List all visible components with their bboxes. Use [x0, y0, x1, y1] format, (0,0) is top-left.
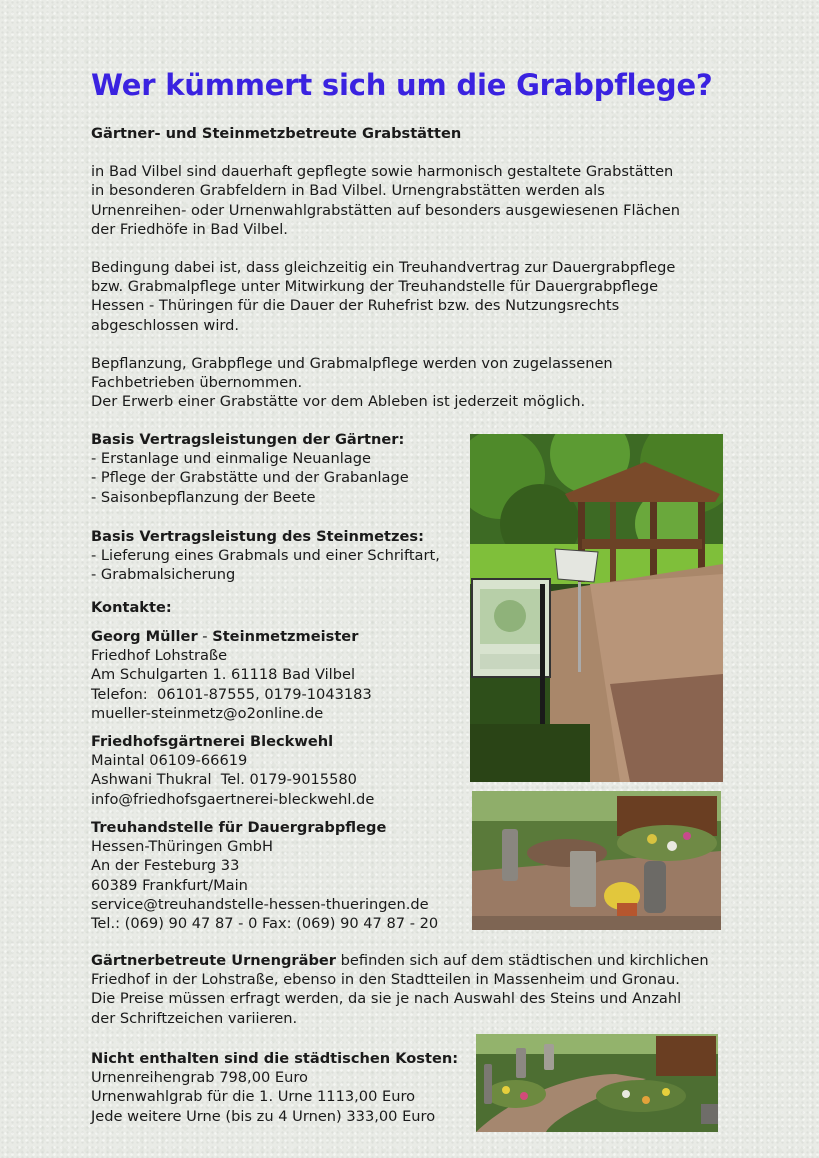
contact-phone: Telefon: 06101-87555, 0179-1043183 — [91, 685, 372, 703]
list-item: - Lieferung eines Grabmals und einer Schriftart, — [91, 547, 440, 565]
page-title: Wer kümmert sich um die Grabpflege? — [91, 68, 713, 102]
urnen-line: Die Preise müssen erfragt werden, da sie je nach Auswahl des Steins und Anzahl — [91, 990, 682, 1008]
contact-name: Treuhandstelle für Dauergrabpflege — [91, 819, 387, 836]
list-item: - Pflege der Grabstätte und der Grabanlage — [91, 469, 409, 487]
intro-line: Fachbetrieben übernommen. — [91, 374, 303, 392]
contact-mueller — [91, 627, 461, 723]
contact-email: info@friedhofsgaertnerei-bleckwehl.de — [91, 790, 375, 808]
intro-paragraph-2 — [91, 258, 731, 335]
urnen-first-line — [91, 951, 741, 970]
intro-paragraph-1 — [91, 162, 731, 239]
intro-paragraph-3 — [91, 354, 731, 412]
urnen-line: Friedhof in der Lohstraße, ebenso in den Stadtteilen in Massenheim und Gronau. — [91, 971, 680, 989]
contact-bleckwehl — [91, 732, 461, 809]
contact-name: Friedhofsgärtnerei Bleckwehl — [91, 733, 334, 750]
intro-line: in besonderen Grabfeldern in Bad Vilbel. Urnengrabstätten werden als — [91, 182, 605, 200]
intro-line: Hessen - Thüringen für die Dauer der Ruhefrist bzw. des Nutzungsrechts — [91, 297, 620, 315]
contact-line: Am Schulgarten 1. 61118 Bad Vilbel — [91, 666, 356, 684]
kosten-heading: Nicht enthalten sind die städtischen Kosten: — [91, 1050, 459, 1067]
price-line: Urnenreihengrab 798,00 Euro — [91, 1069, 308, 1087]
kosten-section — [91, 1049, 471, 1126]
intro-heading: Gärtner- und Steinmetzbetreute Grabstätten — [91, 125, 462, 142]
contact-phone: Tel.: (069) 90 47 87 - 0 Fax: (069) 90 47 87 - 20 — [91, 915, 439, 933]
contact-role: Steinmetzmeister — [212, 628, 359, 645]
steinmetz-heading: Basis Vertragsleistung des Steinmetzes: — [91, 528, 424, 545]
pavilion-photo — [470, 434, 723, 782]
contact-name: Georg Müller — [91, 628, 198, 645]
steinmetz-services — [91, 527, 461, 585]
list-item: - Saisonbepflanzung der Beete — [91, 488, 316, 506]
contact-line: An der Festeburg 33 — [91, 857, 240, 875]
list-item: - Erstanlage und einmalige Neuanlage — [91, 450, 371, 468]
contact-phone: Maintal 06109-66619 — [91, 752, 248, 770]
contact-line: Hessen-Thüringen GmbH — [91, 838, 273, 856]
intro-line: der Friedhöfe in Bad Vilbel. — [91, 220, 288, 238]
intro-line: bzw. Grabmalpflege unter Mitwirkung der Treuhandstelle für Dauergrabpflege — [91, 278, 659, 296]
urnen-section — [91, 951, 741, 1028]
price-line: Urnenwahlgrab für die 1. Urne 1113,00 Euro — [91, 1088, 416, 1106]
contact-name-line — [91, 627, 461, 646]
intro-line: Urnenreihen- oder Urnenwahlgrabstätten auf besonders ausgewiesenen Flächen — [91, 201, 681, 219]
urn-field-photo — [476, 1034, 718, 1132]
urnen-bold: Gärtnerbetreute Urnengräber — [91, 952, 337, 969]
intro-section — [91, 124, 731, 411]
intro-line: Der Erwerb einer Grabstätte vor dem Ableben ist jederzeit möglich. — [91, 393, 586, 411]
intro-line: Bepflanzung, Grabpflege und Grabmalpflege werden von zugelassenen — [91, 354, 613, 372]
intro-line: in Bad Vilbel sind dauerhaft gepflegte sowie harmonisch gestaltete Grabstätten — [91, 163, 674, 181]
contact-treuhand — [91, 818, 471, 933]
kontakte-heading: Kontakte: — [91, 599, 172, 616]
gaertner-services — [91, 430, 461, 507]
kontakte-heading-block — [91, 598, 172, 617]
price-line: Jede weitere Urne (bis zu 4 Urnen) 333,00 Euro — [91, 1107, 436, 1125]
contact-line: 60389 Frankfurt/Main — [91, 876, 248, 894]
contact-email: mueller-steinmetz@o2online.de — [91, 704, 324, 722]
intro-line: Bedingung dabei ist, dass gleichzeitig ein Treuhandvertrag zur Dauergrabpflege — [91, 259, 676, 277]
contact-name-separator: - — [197, 628, 213, 645]
list-item: - Grabmalsicherung — [91, 566, 236, 584]
contact-email: service@treuhandstelle-hessen-thueringen.de — [91, 895, 429, 913]
gaertner-heading: Basis Vertragsleistungen der Gärtner: — [91, 431, 405, 448]
grave-stones-photo — [472, 791, 721, 930]
urnen-line: der Schriftzeichen variieren. — [91, 1009, 298, 1027]
contact-line: Friedhof Lohstraße — [91, 647, 228, 665]
contact-phone: Ashwani Thukral Tel. 0179-9015580 — [91, 771, 357, 789]
intro-line: abgeschlossen wird. — [91, 316, 240, 334]
urnen-rest: befinden sich auf dem städtischen und kirchlichen — [336, 952, 709, 969]
